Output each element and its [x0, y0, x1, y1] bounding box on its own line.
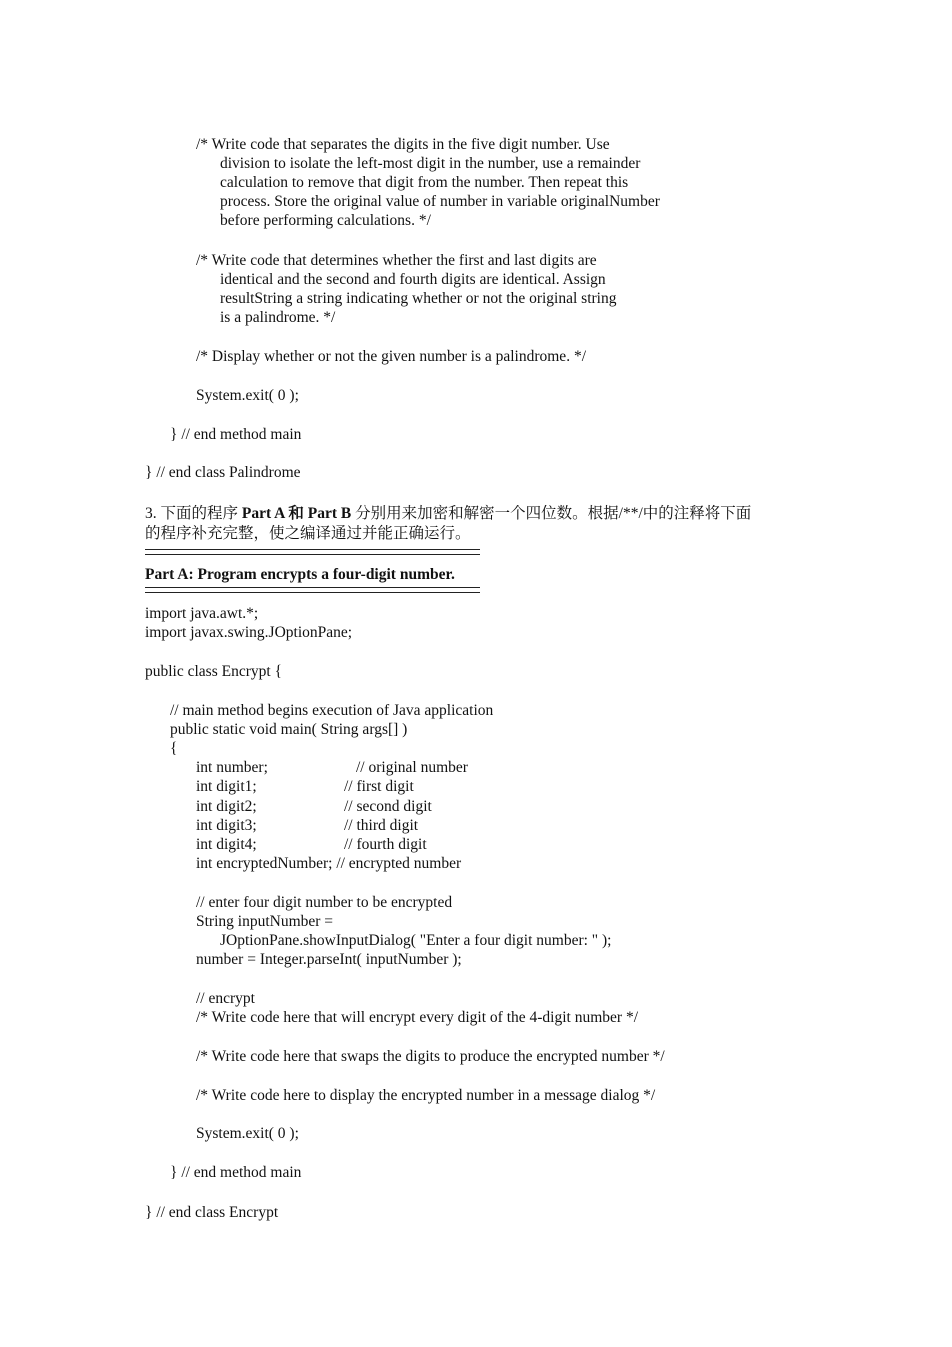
todo-comment-display-result: /* Display whether or not the given number is a palindrome. */	[196, 348, 586, 365]
end-class-palindrome: } // end class Palindrome	[145, 464, 301, 481]
decl-number: int number;	[196, 759, 268, 776]
decl-digit3: int digit3;	[196, 817, 257, 834]
import-joptionpane: import javax.swing.JOptionPane;	[145, 624, 353, 641]
todo-comment-palindrome-check-line-2: identical and the second and fourth digits are identical. Assign	[220, 271, 606, 288]
question-3-part-b: Part B	[307, 505, 352, 522]
encrypt-comment: // encrypt	[196, 990, 255, 1007]
import-awt: import java.awt.*;	[145, 605, 259, 622]
main-open-brace: {	[170, 740, 178, 757]
decl-digit3-comment: // third digit	[344, 817, 419, 834]
double-rule-bottom	[145, 587, 480, 593]
question-3-line-2: 的程序补充完整，使之编译通过并能正确运行。	[145, 525, 471, 542]
end-class-encrypt: } // end class Encrypt	[145, 1204, 279, 1221]
main-comment: // main method begins execution of Java application	[170, 702, 494, 719]
question-3-prefix: 3. 下面的程序	[145, 505, 242, 522]
show-input-dialog-call: JOptionPane.showInputDialog( "Enter a four digit number: " );	[220, 932, 612, 949]
todo-comment-separate-digits-line-5: before performing calculations. */	[220, 212, 431, 229]
system-exit-statement: System.exit( 0 );	[196, 387, 299, 404]
question-3-he: 和	[284, 505, 308, 522]
todo-comment-palindrome-check-line-1: /* Write code that determines whether the first and last digits are	[196, 252, 597, 269]
double-rule-top	[145, 549, 480, 555]
todo-comment-separate-digits-line-3: calculation to remove that digit from the number. Then repeat this	[220, 174, 629, 191]
input-number-declaration: String inputNumber =	[196, 913, 334, 930]
decl-digit1: int digit1;	[196, 778, 257, 795]
todo-comment-separate-digits-line-2: division to isolate the left-most digit in the number, use a remainder	[220, 155, 641, 172]
todo-comment-separate-digits-line-4: process. Store the original value of number in variable originalNumber	[220, 193, 660, 210]
todo-comment-display-encrypted: /* Write code here to display the encrypted number in a message dialog */	[196, 1087, 656, 1104]
todo-comment-palindrome-check-line-4: is a palindrome. */	[220, 309, 336, 326]
question-3-line-1	[145, 504, 751, 523]
system-exit-encrypt: System.exit( 0 );	[196, 1125, 299, 1142]
enter-number-comment: // enter four digit number to be encrypted	[196, 894, 453, 911]
decl-digit4-comment: // fourth digit	[344, 836, 427, 853]
class-declaration: public class Encrypt {	[145, 663, 283, 680]
decl-digit1-comment: // first digit	[344, 778, 414, 795]
part-a-heading: Part A: Program encrypts a four-digit number.	[145, 566, 455, 583]
parse-int-statement: number = Integer.parseInt( inputNumber );	[196, 951, 462, 968]
decl-number-comment: // original number	[356, 759, 468, 776]
decl-digit2: int digit2;	[196, 798, 257, 815]
question-3-suffix: 分别用来加密和解密一个四位数。根据/**/中的注释将下面	[351, 505, 752, 522]
decl-digit4: int digit4;	[196, 836, 257, 853]
todo-comment-swap-digits: /* Write code here that swaps the digits to produce the encrypted number */	[196, 1048, 665, 1065]
main-declaration: public static void main( String args[] )	[170, 721, 408, 738]
todo-comment-encrypt-digits: /* Write code here that will encrypt every digit of the 4-digit number */	[196, 1009, 638, 1026]
todo-comment-palindrome-check-line-3: resultString a string indicating whether or not the original string	[220, 290, 617, 307]
end-method-main: } // end method main	[170, 426, 302, 443]
question-3-part-a: Part A	[241, 505, 285, 522]
todo-comment-separate-digits-line-1: /* Write code that separates the digits in the five digit number. Use	[196, 136, 610, 153]
end-method-main-encrypt: } // end method main	[170, 1164, 302, 1181]
decl-digit2-comment: // second digit	[344, 798, 432, 815]
decl-encrypted-number: int encryptedNumber; // encrypted number	[196, 855, 462, 872]
